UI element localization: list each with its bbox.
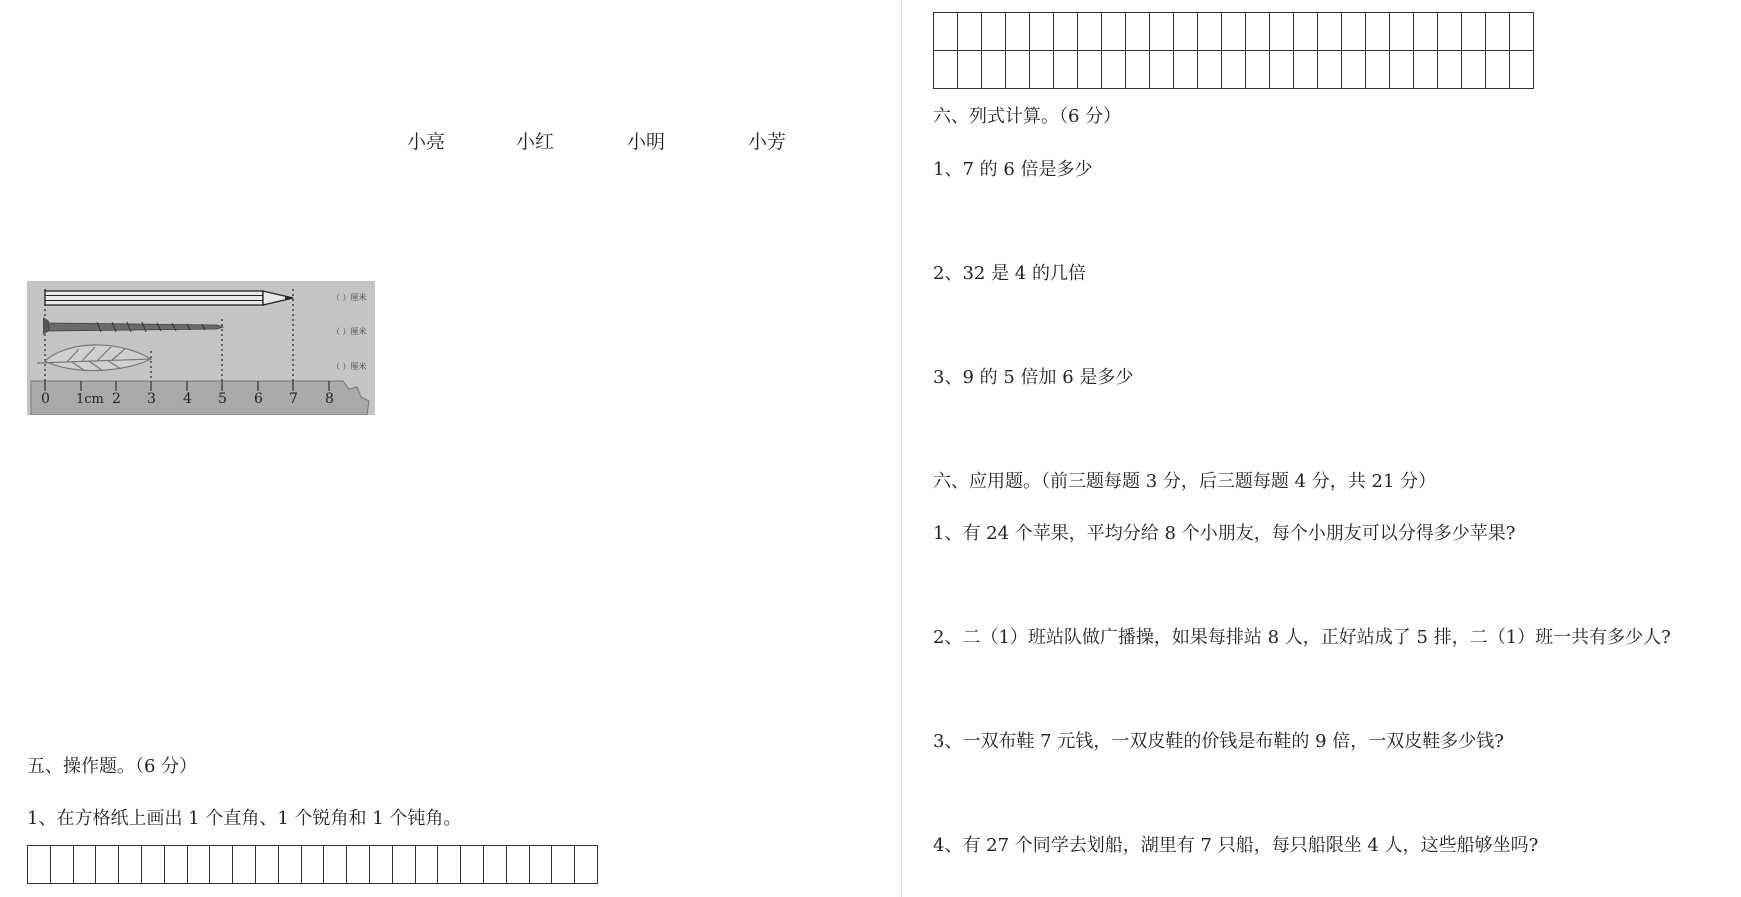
name-xiaoliang: 小亮 — [407, 131, 446, 153]
grid-row — [934, 51, 1534, 89]
grid-row — [28, 846, 598, 884]
tick-label-4: 4 — [183, 391, 192, 407]
tick-label-3: 3 — [147, 391, 156, 407]
tick-label-6: 6 — [254, 391, 263, 407]
app-question-4: 4、有 27 个同学去划船，湖里有 7 只船，每只船限坐 4 人，这些船够坐吗? — [933, 835, 1539, 856]
page-divider — [901, 0, 902, 897]
name-xiaofang: 小芳 — [748, 131, 787, 153]
tick-label-0: 0 — [41, 391, 50, 407]
section6-app-title: 六、应用题。（前三题每题 3 分，后三题每题 4 分，共 21 分） — [933, 471, 1437, 492]
app-question-3: 3、一双布鞋 7 元钱，一双皮鞋的价钱是布鞋的 9 倍，一双皮鞋多少钱? — [933, 731, 1504, 752]
tick-label-7: 7 — [289, 391, 298, 407]
tick-label-8: 8 — [325, 391, 334, 407]
grid-paper-right[interactable] — [933, 12, 1534, 89]
calc-question-1: 1、7 的 6 倍是多少 — [933, 159, 1093, 180]
tick-label-5: 5 — [218, 391, 227, 407]
calc-question-3: 3、9 的 5 倍加 6 是多少 — [933, 367, 1134, 388]
app-question-2: 2、二（1）班站队做广播操，如果每排站 8 人，正好站成了 5 排，二（1）班一共有多少人? — [933, 627, 1671, 648]
tick-label-2: 2 — [112, 391, 121, 407]
pencil-icon — [45, 291, 293, 305]
tick-label-1: 1cm — [76, 392, 104, 407]
grid-paper-left[interactable] — [27, 845, 598, 884]
section6-calc-title: 六、列式计算。（6 分） — [933, 106, 1122, 127]
name-xiaoming: 小明 — [627, 131, 666, 153]
measuring-figure-svg — [27, 281, 413, 415]
blank-mark-3: （ ）厘米 — [332, 362, 367, 371]
grid-row — [934, 13, 1534, 51]
blank-mark-2: （ ）厘米 — [332, 327, 367, 336]
section5-title: 五、操作题。（6 分） — [27, 756, 198, 777]
name-xiaohong: 小红 — [516, 131, 555, 153]
calc-question-2: 2、32 是 4 的几倍 — [933, 263, 1086, 284]
measuring-figure — [27, 281, 377, 415]
section5-question-1: 1、在方格纸上画出 1 个直角、1 个锐角和 1 个钝角。 — [27, 808, 462, 829]
blank-mark-1: （ ）厘米 — [332, 293, 367, 302]
app-question-1: 1、有 24 个苹果，平均分给 8 个小朋友，每个小朋友可以分得多少苹果? — [933, 523, 1516, 544]
